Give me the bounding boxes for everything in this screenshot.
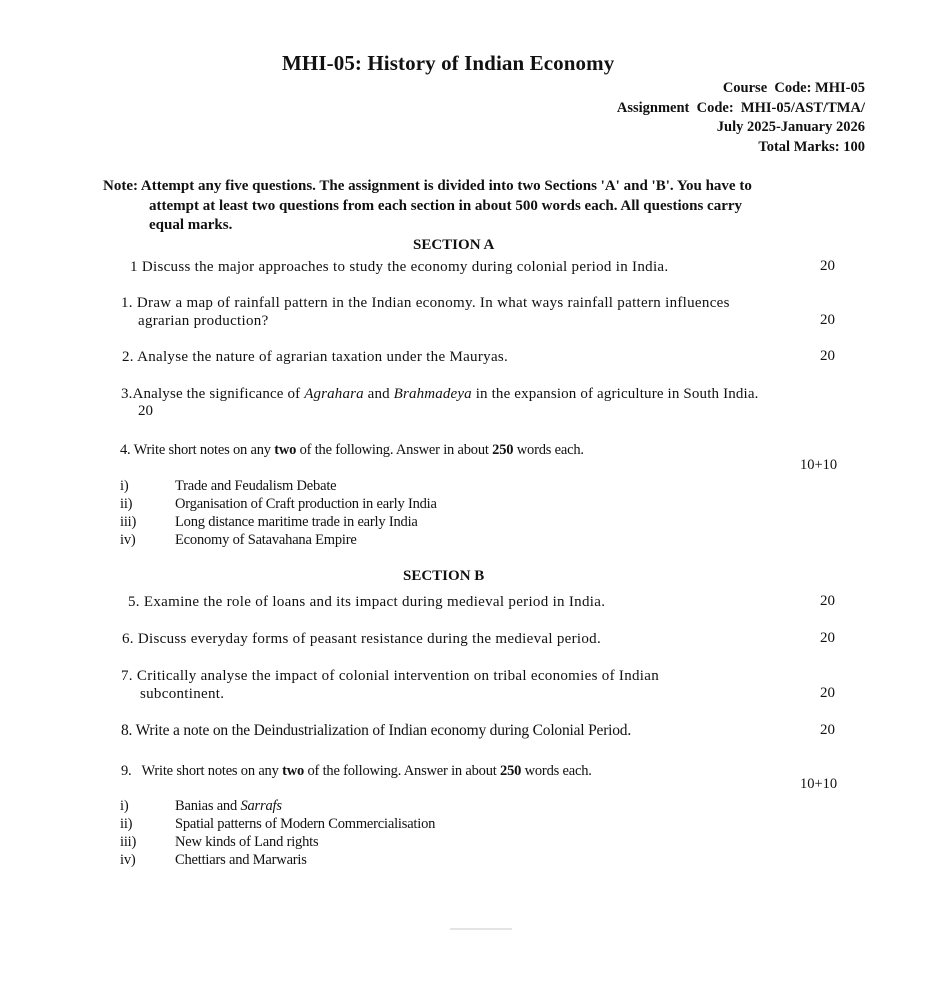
list-item: iii) New kinds of Land rights — [120, 834, 319, 850]
short-notes-a-list — [120, 477, 437, 549]
document-meta — [617, 79, 865, 157]
question-b-0-marks: 20 — [820, 593, 835, 609]
course-code: Course Code: MHI-05 — [722, 80, 865, 96]
assignment-code: Assignment Code: MHI-05/AST/TMA/ — [616, 99, 865, 116]
question-a-1-marks: 20 — [820, 312, 835, 328]
session-dates: July 2025-January 2026 — [716, 119, 865, 135]
list-item: iii) Long distance maritime trade in early India — [120, 514, 418, 530]
short-notes-b-list — [120, 797, 435, 869]
question-b-2-marks: 20 — [820, 685, 835, 701]
note-label: Note: — [103, 178, 138, 194]
question-a-2: 2. Analyse the nature of agrarian taxation under the Mauryas. — [122, 349, 509, 365]
term-sarrafs: Sarrafs — [240, 798, 282, 814]
list-item: i) Trade and Feudalism Debate — [120, 478, 337, 494]
question-b-4: 9. Write short notes on any two of the following. Answer in about 250 words each. — [121, 763, 592, 779]
note-line-1: Attempt any five questions. The assignment is divided into two Sections 'A' and 'B'. You have to — [140, 178, 752, 194]
note-line-2: attempt at least two questions from each section in about 500 words each. All questions carry — [149, 197, 743, 214]
question-a-1-cont: agrarian production? — [138, 313, 269, 329]
divider-line — [450, 928, 512, 930]
question-b-1-marks: 20 — [820, 630, 835, 646]
question-b-2-cont: subcontinent. — [140, 686, 225, 702]
list-item: i) Banias and Sarrafs — [120, 798, 282, 814]
section-a-heading: SECTION A — [413, 237, 495, 253]
question-a-3-marks: 20 — [138, 403, 153, 419]
total-marks: Total Marks: 100 — [758, 138, 865, 155]
question-b-1: 6. Discuss everyday forms of peasant resistance during the medieval period. — [122, 631, 602, 647]
list-item: iv) Chettiars and Marwaris — [120, 852, 307, 868]
list-item: iv) Economy of Satavahana Empire — [120, 532, 357, 548]
question-b-3: 8. Write a note on the Deindustrialization of Indian economy during Colonial Period. — [121, 722, 632, 739]
term-agrahara: Agrahara — [304, 386, 364, 402]
question-b-0: 5. Examine the role of loans and its impact during medieval period in India. — [128, 594, 606, 610]
section-b-heading: SECTION B — [403, 568, 485, 584]
question-a-4-marks: 10+10 — [800, 457, 838, 473]
question-b-3-marks: 20 — [820, 722, 835, 738]
question-a-3: 3.Analyse the significance of Agrahara and Brahmadeya in the expansion of agriculture in South India. — [121, 386, 759, 402]
instructions-note — [103, 177, 868, 236]
note-line-3: equal marks. — [149, 217, 233, 233]
question-b-4-marks: 10+10 — [800, 776, 838, 792]
question-a-0: 1 Discuss the major approaches to study the economy during colonial period in India. — [130, 259, 669, 275]
term-brahmadeya: Brahmadeya — [393, 386, 472, 402]
question-a-2-marks: 20 — [820, 348, 835, 364]
document-title: MHI-05: History of Indian Economy — [282, 51, 615, 75]
question-b-2: 7. Critically analyse the impact of colonial intervention on tribal economies of Indian — [121, 668, 660, 684]
question-a-4: 4. Write short notes on any two of the following. Answer in about 250 words each. — [120, 442, 584, 458]
question-a-1: 1. Draw a map of rainfall pattern in the Indian economy. In what ways rainfall pattern influences — [121, 295, 730, 311]
list-item: ii) Spatial patterns of Modern Commercialisation — [120, 816, 436, 832]
list-item: ii) Organisation of Craft production in early India — [120, 496, 437, 512]
question-a-0-marks: 20 — [820, 258, 835, 274]
